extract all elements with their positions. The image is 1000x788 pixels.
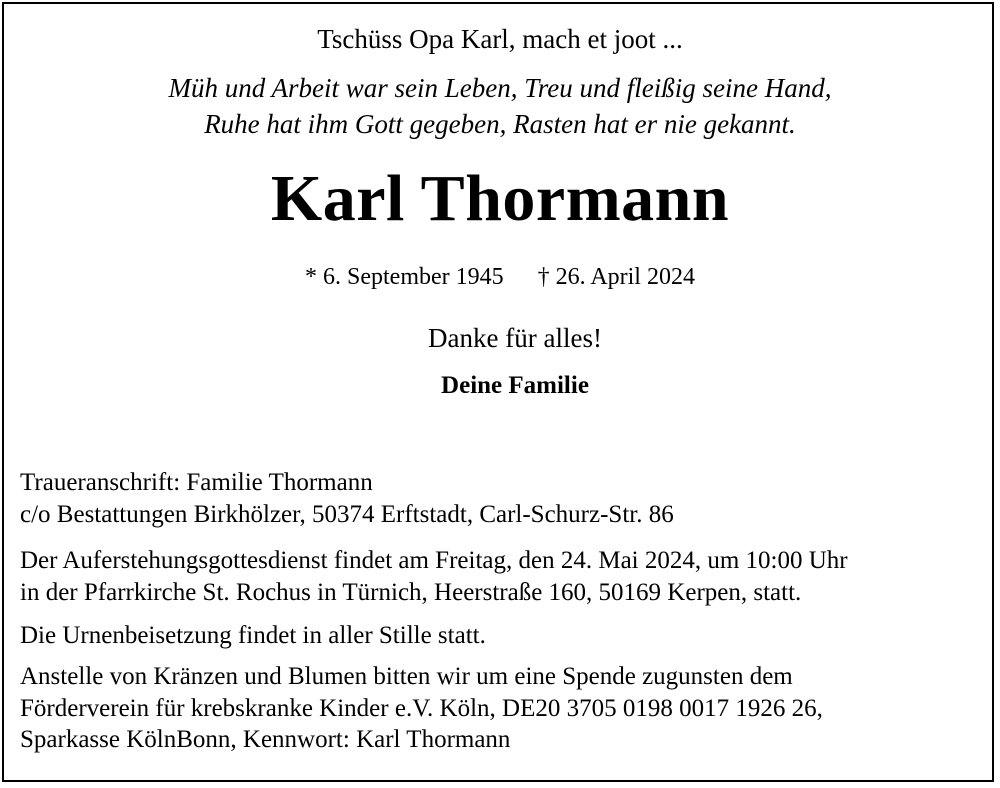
greeting: Tschüss Opa Karl, mach et joot ... <box>317 24 683 54</box>
donation-line: Förderverein für krebskranke Kinder e.V. Köln, DE20 3705 0198 0017 1926 26, <box>20 694 823 722</box>
birth-date: * 6. September 1945 <box>305 264 504 290</box>
donation-line: Anstelle von Kränzen und Blumen bitten wir um eine Spende zugunsten dem <box>20 663 793 690</box>
verse <box>0 70 1000 142</box>
donation-info <box>20 661 990 756</box>
family-signature: Deine Familie <box>441 372 589 399</box>
address-line: Traueranschrift: Familie Thormann <box>20 469 373 496</box>
verse-line: Müh und Arbeit war sein Leben, Treu und fleißig seine Hand, <box>168 73 832 103</box>
thanks-text: Danke für alles! <box>428 323 602 353</box>
urn-burial-info <box>20 620 990 652</box>
service-info <box>20 545 990 608</box>
death-date: † 26. April 2024 <box>537 264 695 290</box>
mourning-address <box>20 467 990 530</box>
urn-line: Die Urnenbeisetzung findet in aller Stille statt. <box>20 622 486 649</box>
donation-line: Sparkasse KölnBonn, Kennwort: Karl Thormann <box>20 726 511 753</box>
address-line: c/o Bestattungen Birkhölzer, 50374 Erftstadt, Carl-Schurz-Str. 86 <box>20 500 674 528</box>
life-dates <box>0 262 1000 292</box>
verse-line: Ruhe hat ihm Gott gegeben, Rasten hat er nie gekannt. <box>204 109 796 139</box>
deceased-name: Karl Thormann <box>270 162 730 235</box>
service-line: Der Auferstehungsgottesdienst findet am Freitag, den 24. Mai 2024, um 10:00 Uhr <box>20 547 848 574</box>
service-line: in der Pfarrkirche St. Rochus in Türnich, Heerstraße 160, 50169 Kerpen, statt. <box>20 578 802 606</box>
